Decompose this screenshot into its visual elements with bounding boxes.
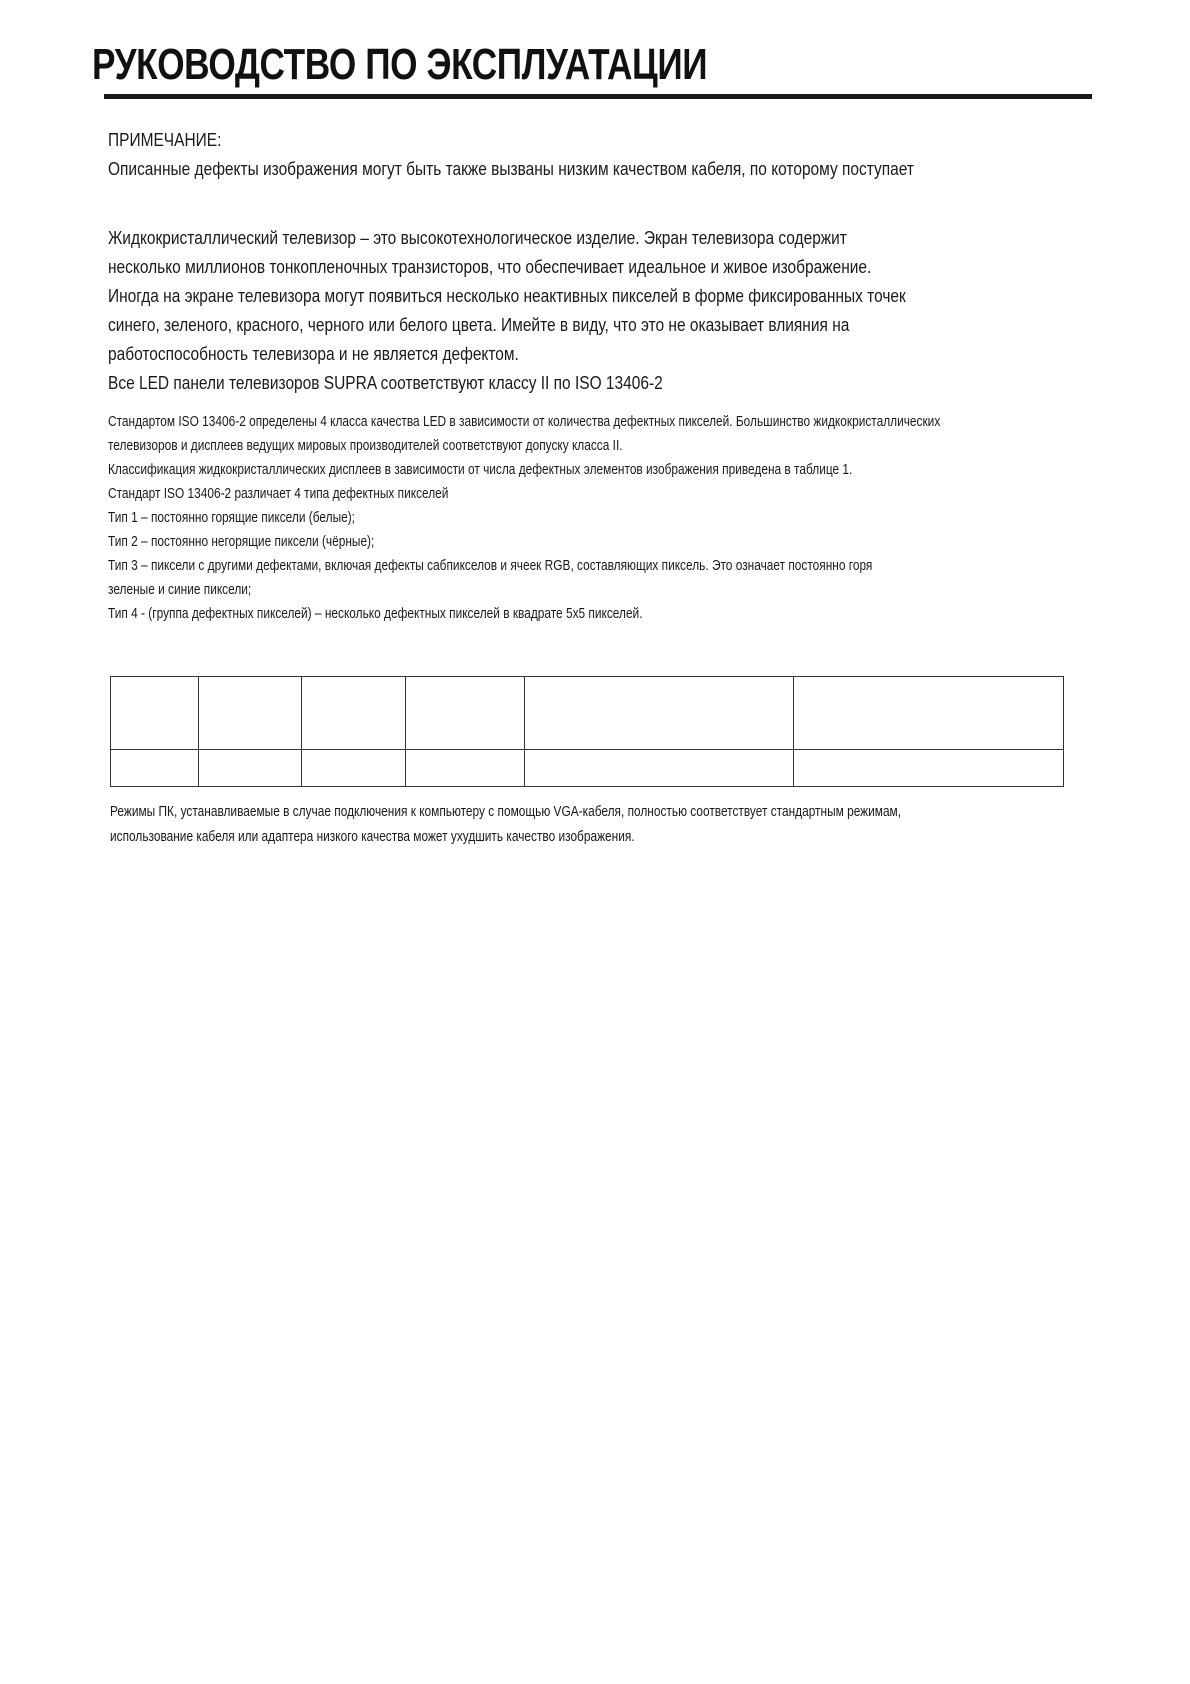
table-cell bbox=[406, 677, 525, 750]
table-cell bbox=[794, 750, 1064, 787]
table-cell bbox=[302, 677, 406, 750]
details-line: телевизоров и дисплеев ведущих мировых производителей соответствуют допуску класса II. bbox=[108, 438, 623, 454]
footer-note bbox=[110, 800, 1110, 850]
footer-line: использование кабеля или адаптера низкого качества может ухудшить качество изображения. bbox=[110, 829, 635, 845]
table-cell bbox=[794, 677, 1064, 750]
table-cell bbox=[525, 750, 794, 787]
pixel-class-table bbox=[110, 676, 1064, 787]
iso-details bbox=[108, 410, 1108, 626]
table-cell bbox=[111, 750, 199, 787]
table-cell bbox=[111, 677, 199, 750]
intro-line: Жидкокристаллический телевизор – это высокотехнологическое изделие. Экран телевизора содержит bbox=[108, 228, 847, 248]
page-title: РУКОВОДСТВО ПО ЭКСПЛУАТАЦИИ bbox=[92, 40, 708, 89]
details-line: Стандарт ISO 13406-2 различает 4 типа дефектных пикселей bbox=[108, 486, 449, 502]
intro-line: синего, зеленого, красного, черного или белого цвета. Имейте в виду, что это не оказывает влияния на bbox=[108, 315, 850, 335]
intro-line: работоспособность телевизора и не является дефектом. bbox=[108, 344, 519, 364]
details-line: Тип 2 – постоянно негорящие пиксели (чёрные); bbox=[108, 534, 375, 550]
details-line: зеленые и синие пиксели; bbox=[108, 582, 252, 598]
title-divider bbox=[104, 94, 1092, 99]
intro-line: Все LED панели телевизоров SUPRA соответствуют классу II по ISO 13406-2 bbox=[108, 373, 663, 393]
note-label: ПРИМЕЧАНИЕ: bbox=[108, 130, 222, 150]
details-line: Стандартом ISO 13406-2 определены 4 класса качества LED в зависимости от количества дефектных пикселей. Большинство жидкокристаллических bbox=[108, 414, 941, 430]
details-line: Тип 3 – пиксели с другими дефектами, включая дефекты сабпикселов и ячеек RGB, составляющих пиксель. Это означает постоянно горя bbox=[108, 558, 873, 574]
intro-line: несколько миллионов тонкопленочных транзисторов, что обеспечивает идеальное и живое изображение. bbox=[108, 257, 872, 277]
intro-paragraph bbox=[108, 224, 1108, 398]
details-line: Тип 4 - (группа дефектных пикселей) – несколько дефектных пикселей в квадрате 5х5 пикселей. bbox=[108, 606, 643, 622]
details-line: Классификация жидкокристаллических дисплеев в зависимости от числа дефектных элементов изображения приведена в таблице 1. bbox=[108, 462, 853, 478]
table-cell bbox=[525, 677, 794, 750]
intro-line: Иногда на экране телевизора могут появиться несколько неактивных пикселей в форме фиксированных точек bbox=[108, 286, 906, 306]
table-cell bbox=[199, 750, 302, 787]
table-row bbox=[111, 750, 1064, 787]
details-line: Тип 1 – постоянно горящие пиксели (белые); bbox=[108, 510, 355, 526]
table-cell bbox=[406, 750, 525, 787]
footer-line: Режимы ПК, устанавливаемые в случае подключения к компьютеру с помощью VGA-кабеля, полностью соответствует стандартным режимам, bbox=[110, 804, 902, 820]
table-header-row bbox=[111, 677, 1064, 750]
table-cell bbox=[199, 677, 302, 750]
note-text: Описанные дефекты изображения могут быть также вызваны низким качеством кабеля, по которому поступает bbox=[108, 159, 914, 179]
table-cell bbox=[302, 750, 406, 787]
